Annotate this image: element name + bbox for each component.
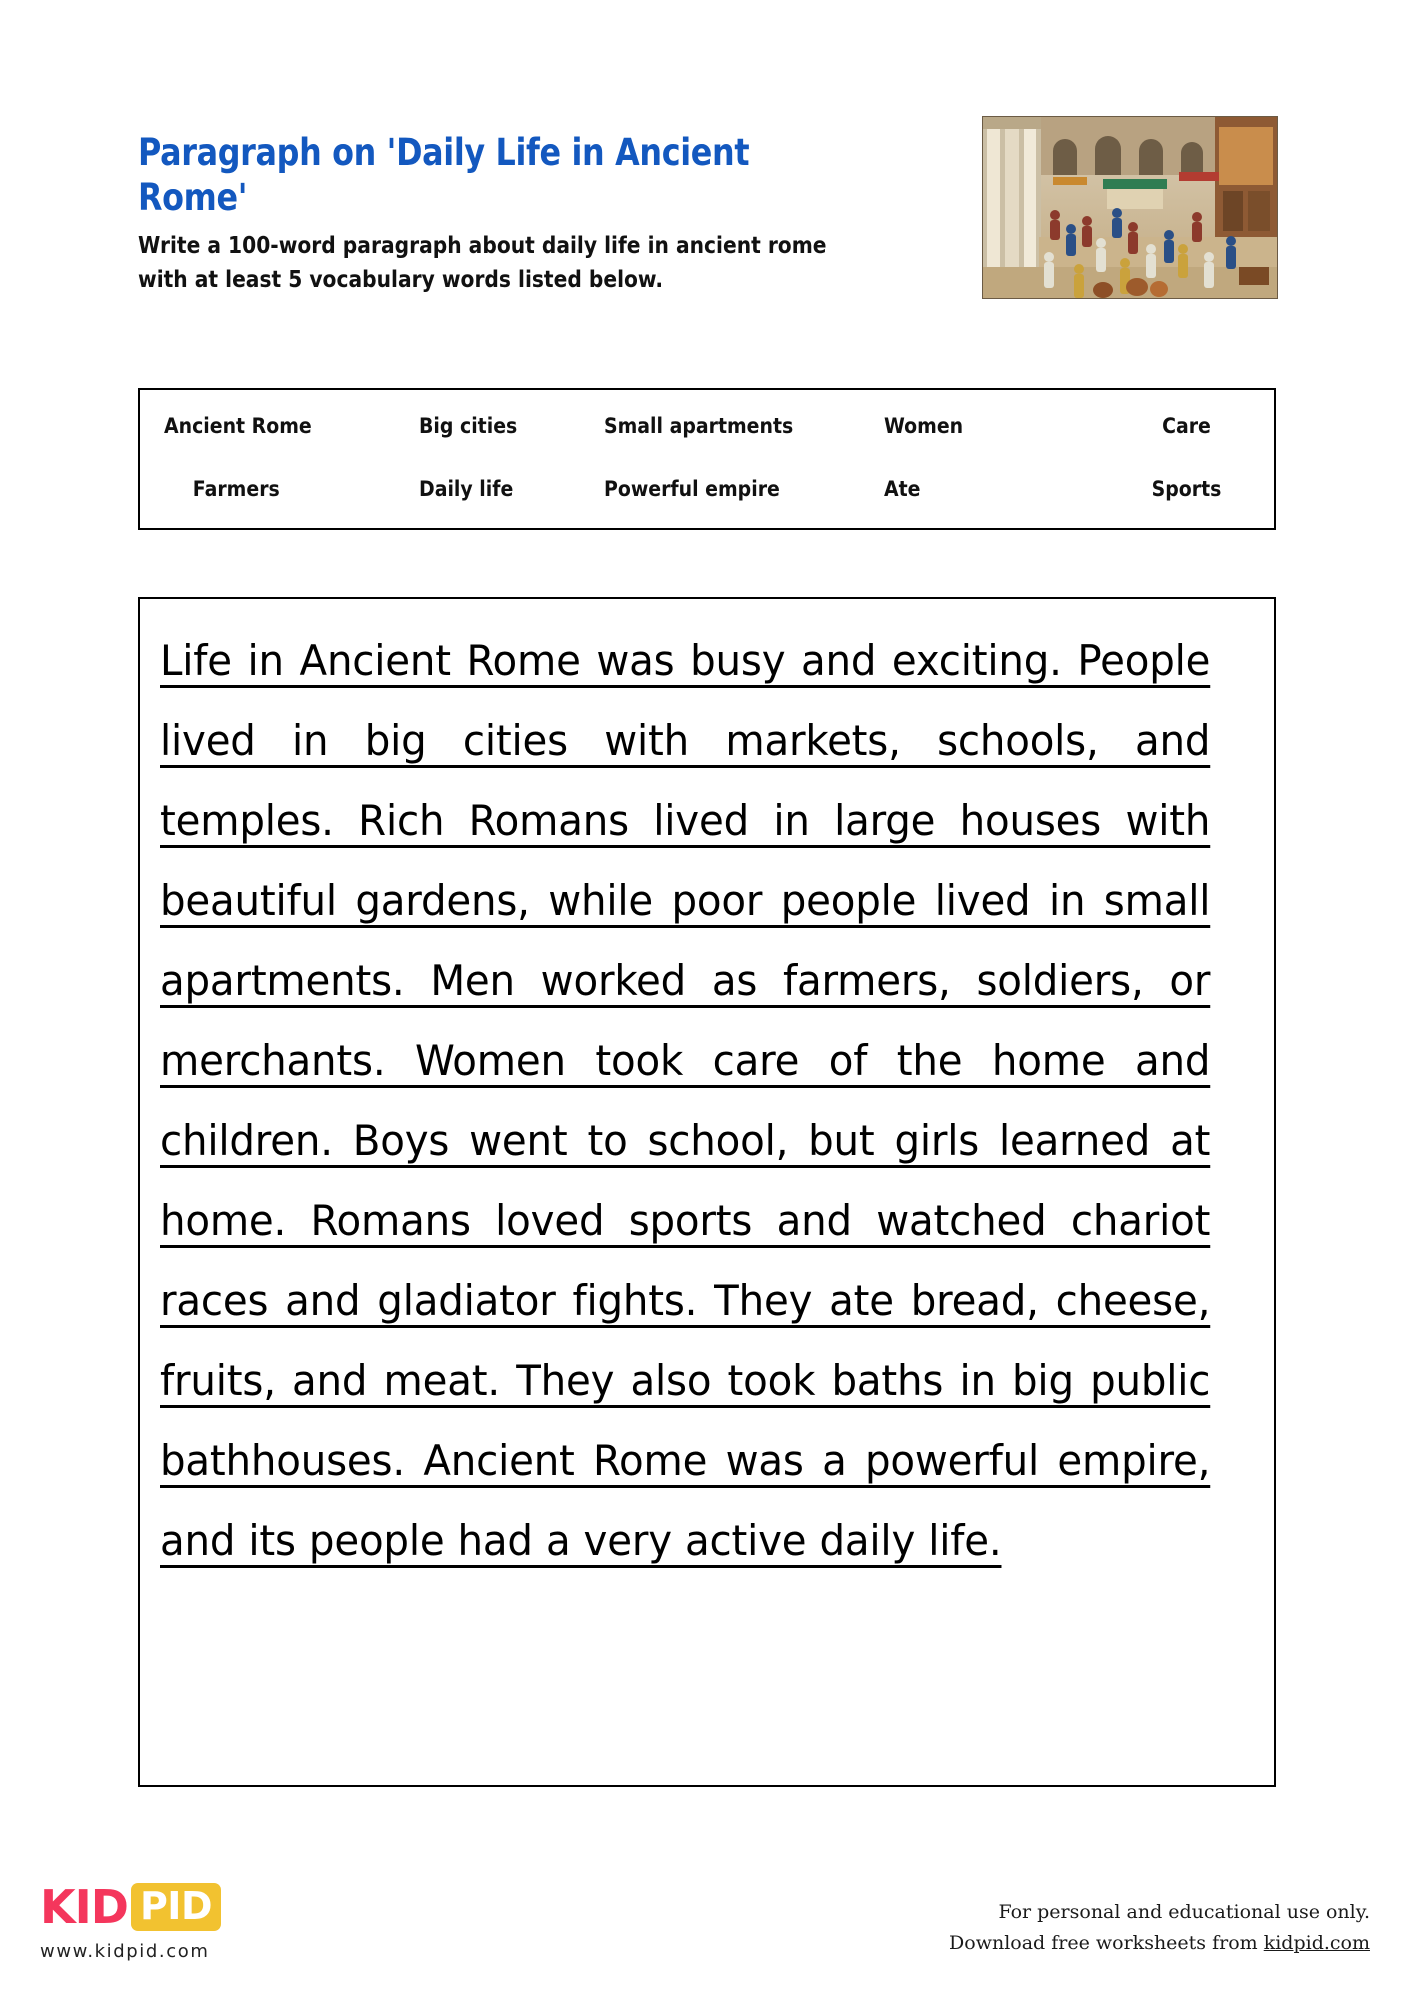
vocab-word: Farmers [192, 476, 280, 501]
vocab-word: Care [1162, 413, 1211, 438]
kidpid-logo [40, 1881, 300, 1933]
footer-usage-notice [949, 1897, 1370, 1958]
header-text-column [138, 130, 983, 298]
illustration-art [983, 117, 1277, 298]
kidpid-brand [40, 1881, 300, 1962]
brand-website-url: www.kidpid.com [40, 1941, 210, 1962]
vocab-word: Powerful empire [604, 476, 780, 501]
kidpid-link[interactable]: kidpid.com [1263, 1931, 1370, 1954]
vocab-word: Sports [1151, 476, 1222, 501]
vocabulary-grid [140, 390, 1274, 528]
vocabulary-word-bank [138, 388, 1276, 530]
vocab-word: Ancient Rome [164, 413, 312, 438]
vocab-word: Daily life [419, 476, 514, 501]
footer [0, 1840, 1414, 2000]
footer-notice-line-2 [949, 1928, 1370, 1958]
vocab-word: Ate [884, 476, 921, 501]
vocab-word: Big cities [419, 413, 518, 438]
brand-kid-text: KID [40, 1880, 128, 1934]
brand-pid-text: PID [131, 1883, 221, 1931]
ancient-roman-marketplace-illustration [982, 116, 1278, 299]
answer-writing-area[interactable] [138, 597, 1276, 1787]
answer-paragraph-text: Life in Ancient Rome was busy and exciting. People lived in big cities with markets, schools, and temples. Rich Romans lived in large houses with beautiful gardens, while poor people lived in small apartments. Men worked as farmers, soldiers, or merchants. Women took care of the home and children. Boys went to school, but girls learned at home. Romans loved sports and watched chariot races and gladiator fights. They ate bread, cheese, fruits, and meat. They also took baths in big public bathhouses. Ancient Rome was a powerful empire, and its people had a very active daily life. [160, 636, 1211, 1565]
vocab-word: Small apartments [604, 413, 794, 438]
footer-notice-prefix: Download free worksheets from [949, 1931, 1264, 1954]
page-title: Paragraph on 'Daily Life in Ancient Rome' [138, 131, 760, 220]
footer-notice-line-1: For personal and educational use only. [998, 1901, 1370, 1924]
worksheet-instructions: Write a 100-word paragraph about daily life in ancient rome with at least 5 vocabulary words listed below. [138, 233, 834, 294]
vocab-word: Women [884, 413, 964, 438]
